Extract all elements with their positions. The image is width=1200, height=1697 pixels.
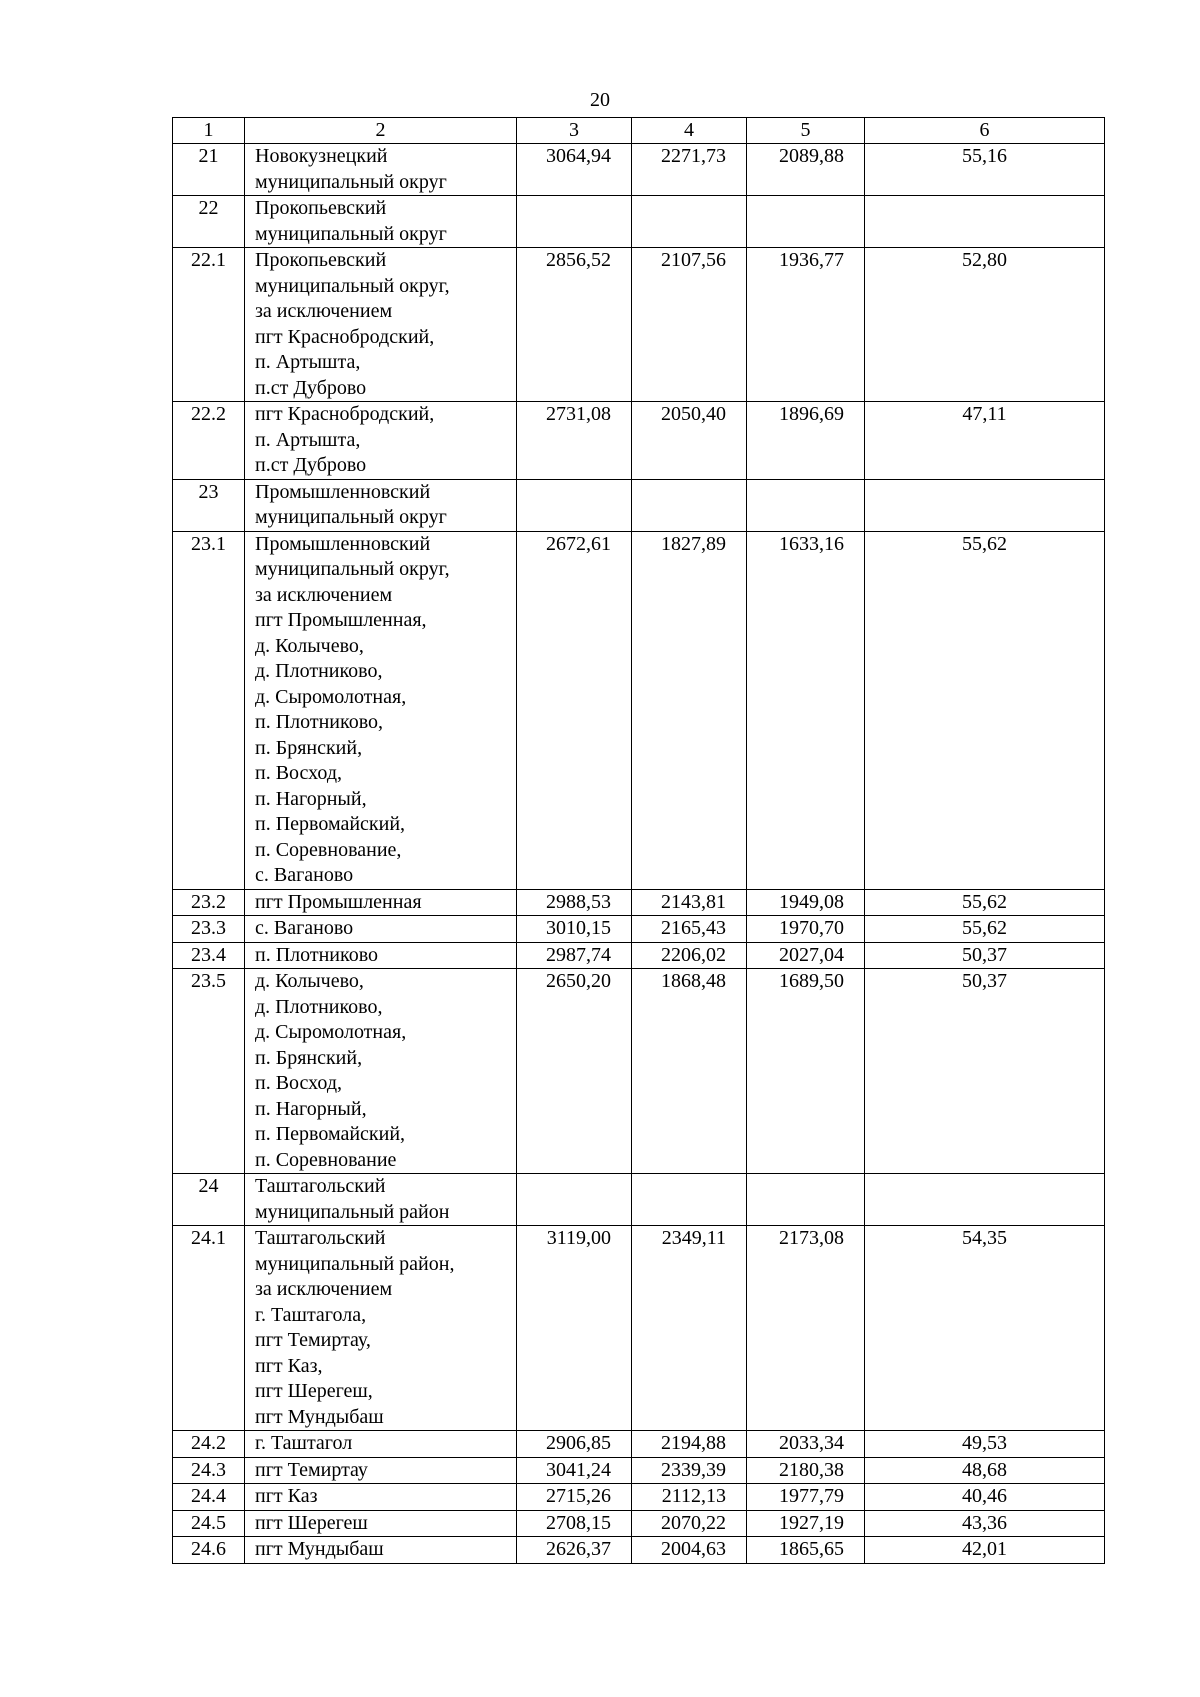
value-col-6: 55,16 <box>865 144 1105 196</box>
territory-name <box>245 1457 517 1484</box>
territory-name-line: Таштагольский <box>255 1227 386 1249</box>
territory-name-line: Прокопьевский <box>255 197 387 219</box>
row-number: 24.4 <box>173 1484 245 1511</box>
value-col-6: 50,37 <box>865 969 1105 1174</box>
territory-name-line: п. Плотниково, <box>255 711 384 733</box>
territory-name-line: п. Нагорный, <box>255 787 367 810</box>
value-col-4: 2004,63 <box>632 1537 747 1564</box>
territory-name <box>245 479 517 531</box>
table-row <box>173 248 1105 402</box>
territory-name-line: д. Плотниково, <box>255 660 383 682</box>
territory-name <box>245 969 517 1174</box>
territory-name-line: пгт Каз <box>255 1485 318 1507</box>
value-col-3 <box>517 196 632 248</box>
territory-name <box>245 889 517 916</box>
territory-name-line: п.ст Дуброво <box>255 376 367 399</box>
value-col-5: 2027,04 <box>747 942 865 969</box>
header-col-6: 6 <box>865 118 1105 144</box>
value-col-6 <box>865 479 1105 531</box>
value-col-6: 43,36 <box>865 1510 1105 1537</box>
table-row <box>173 1457 1105 1484</box>
value-col-6: 40,46 <box>865 1484 1105 1511</box>
territory-name-line: д. Колычево, <box>255 634 364 657</box>
value-col-6: 55,62 <box>865 889 1105 916</box>
value-col-4: 2070,22 <box>632 1510 747 1537</box>
value-col-3: 2856,52 <box>517 248 632 402</box>
territory-name <box>245 1537 517 1564</box>
territory-name-line: д. Колычево, <box>255 970 364 992</box>
value-col-5: 1633,16 <box>747 531 865 889</box>
territory-name-line: Промышленновский <box>255 480 431 503</box>
table-row <box>173 1174 1105 1226</box>
territory-name <box>245 402 517 480</box>
value-col-6 <box>865 1174 1105 1226</box>
territory-name-line: муниципальный район, <box>255 1252 455 1275</box>
value-col-6: 55,62 <box>865 916 1105 943</box>
territory-name-line: г. Таштагола, <box>255 1303 367 1326</box>
table-body <box>173 144 1105 1564</box>
row-number: 24 <box>173 1174 245 1226</box>
value-col-3: 2987,74 <box>517 942 632 969</box>
table-row <box>173 969 1105 1174</box>
table-row <box>173 942 1105 969</box>
territory-name-line: пгт Промышленная <box>255 890 422 913</box>
territory-name-line: п. Первомайский, <box>255 1123 406 1145</box>
row-number: 23.2 <box>173 889 245 916</box>
value-col-6: 42,01 <box>865 1537 1105 1564</box>
territory-name-line: с. Ваганово <box>255 864 354 886</box>
value-col-3: 2672,61 <box>517 531 632 889</box>
territory-name <box>245 144 517 196</box>
value-col-4: 1827,89 <box>632 531 747 889</box>
territory-name <box>245 1510 517 1537</box>
territory-name-line: пгт Темиртау, <box>255 1329 371 1351</box>
value-col-5: 2089,88 <box>747 144 865 196</box>
table-row <box>173 1226 1105 1431</box>
table-row <box>173 402 1105 480</box>
row-number: 24.2 <box>173 1431 245 1458</box>
value-col-6: 54,35 <box>865 1226 1105 1431</box>
territory-name-line: муниципальный округ <box>255 222 447 245</box>
value-col-5: 1970,70 <box>747 916 865 943</box>
value-col-6 <box>865 196 1105 248</box>
territory-name-line: Промышленновский <box>255 532 431 555</box>
value-col-3: 2906,85 <box>517 1431 632 1458</box>
territory-name <box>245 531 517 889</box>
territory-name-line: п.ст Дуброво <box>255 454 367 476</box>
row-number: 22 <box>173 196 245 248</box>
value-col-4: 2112,13 <box>632 1484 747 1511</box>
territory-name-line: муниципальный район <box>255 1200 450 1223</box>
territory-name-line: муниципальный округ, <box>255 558 450 580</box>
header-col-5: 5 <box>747 118 865 144</box>
territory-name-line: д. Плотниково, <box>255 995 383 1018</box>
row-number: 24.6 <box>173 1537 245 1564</box>
territory-name <box>245 1174 517 1226</box>
territory-name <box>245 196 517 248</box>
value-col-4: 2165,43 <box>632 916 747 943</box>
value-col-4: 2271,73 <box>632 144 747 196</box>
value-col-3: 2988,53 <box>517 889 632 916</box>
value-col-5: 1896,69 <box>747 402 865 480</box>
row-number: 21 <box>173 144 245 196</box>
value-col-4: 1868,48 <box>632 969 747 1174</box>
row-number: 23.4 <box>173 942 245 969</box>
row-number: 23.3 <box>173 916 245 943</box>
row-number: 24.5 <box>173 1510 245 1537</box>
territory-name <box>245 248 517 402</box>
value-col-4: 2206,02 <box>632 942 747 969</box>
row-number: 23.5 <box>173 969 245 1174</box>
table-row <box>173 916 1105 943</box>
value-col-3 <box>517 479 632 531</box>
territory-name-line: Прокопьевский <box>255 249 387 271</box>
tariff-table <box>172 117 1105 1564</box>
territory-name-line: пгт Шерегеш <box>255 1511 368 1534</box>
territory-name-line: пгт Мундыбаш <box>255 1538 384 1560</box>
value-col-3: 2626,37 <box>517 1537 632 1564</box>
row-number: 24.3 <box>173 1457 245 1484</box>
territory-name-line: за исключением <box>255 1278 393 1300</box>
header-col-4: 4 <box>632 118 747 144</box>
value-col-5: 1977,79 <box>747 1484 865 1511</box>
territory-name-line: пгт Краснобродский, <box>255 325 435 348</box>
territory-name-line: муниципальный округ <box>255 170 447 193</box>
territory-name <box>245 916 517 943</box>
value-col-5: 2033,34 <box>747 1431 865 1458</box>
value-col-6: 49,53 <box>865 1431 1105 1458</box>
value-col-4: 2143,81 <box>632 889 747 916</box>
header-col-3: 3 <box>517 118 632 144</box>
table-row <box>173 1537 1105 1564</box>
territory-name <box>245 942 517 969</box>
value-col-6: 55,62 <box>865 531 1105 889</box>
territory-name-line: Новокузнецкий <box>255 145 388 167</box>
territory-name-line: п. Соревнование, <box>255 838 402 861</box>
value-col-3: 2715,26 <box>517 1484 632 1511</box>
territory-name-line: пгт Темиртау <box>255 1458 368 1481</box>
territory-name-line: п. Нагорный, <box>255 1097 367 1120</box>
value-col-4 <box>632 1174 747 1226</box>
territory-name-line: за исключением <box>255 300 393 322</box>
territory-name-line: п. Первомайский, <box>255 813 406 835</box>
row-number: 23 <box>173 479 245 531</box>
header-col-2: 2 <box>245 118 517 144</box>
value-col-3: 2650,20 <box>517 969 632 1174</box>
table-row <box>173 479 1105 531</box>
value-col-3: 2708,15 <box>517 1510 632 1537</box>
value-col-5: 1927,19 <box>747 1510 865 1537</box>
table-row <box>173 196 1105 248</box>
value-col-5: 1865,65 <box>747 1537 865 1564</box>
value-col-4 <box>632 196 747 248</box>
value-col-5: 2180,38 <box>747 1457 865 1484</box>
page-number: 20 <box>590 89 610 111</box>
value-col-3 <box>517 1174 632 1226</box>
territory-name <box>245 1226 517 1431</box>
table-row <box>173 531 1105 889</box>
value-col-3: 2731,08 <box>517 402 632 480</box>
value-col-5: 1949,08 <box>747 889 865 916</box>
territory-name-line: г. Таштагол <box>255 1432 353 1454</box>
value-col-5 <box>747 1174 865 1226</box>
territory-name-line: п. Соревнование <box>255 1148 397 1171</box>
value-col-4: 2339,39 <box>632 1457 747 1484</box>
territory-name <box>245 1484 517 1511</box>
territory-name-line: пгт Мундыбаш <box>255 1405 384 1428</box>
value-col-5: 1936,77 <box>747 248 865 402</box>
value-col-6: 52,80 <box>865 248 1105 402</box>
territory-name-line: п. Восход, <box>255 762 342 784</box>
value-col-4: 2194,88 <box>632 1431 747 1458</box>
territory-name-line: муниципальный округ <box>255 506 447 528</box>
territory-name-line: пгт Краснобродский, <box>255 403 435 425</box>
value-col-4: 2349,11 <box>632 1226 747 1431</box>
value-col-3: 3064,94 <box>517 144 632 196</box>
header-col-1: 1 <box>173 118 245 144</box>
territory-name-line: п. Брянский, <box>255 736 363 759</box>
row-number: 22.1 <box>173 248 245 402</box>
value-col-3: 3010,15 <box>517 916 632 943</box>
table-row <box>173 144 1105 196</box>
value-col-4 <box>632 479 747 531</box>
territory-name-line: пгт Каз, <box>255 1354 323 1377</box>
territory-name-line: муниципальный округ, <box>255 274 450 297</box>
value-col-6: 50,37 <box>865 942 1105 969</box>
value-col-6: 47,11 <box>865 402 1105 480</box>
territory-name-line: д. Сыромолотная, <box>255 685 407 708</box>
territory-name-line: пгт Промышленная, <box>255 609 427 631</box>
table-row <box>173 1510 1105 1537</box>
table-row <box>173 1484 1105 1511</box>
territory-name-line: Таштагольский <box>255 1175 386 1197</box>
territory-name <box>245 1431 517 1458</box>
value-col-6: 48,68 <box>865 1457 1105 1484</box>
row-number: 23.1 <box>173 531 245 889</box>
territory-name-line: п. Восход, <box>255 1072 342 1094</box>
value-col-3: 3119,00 <box>517 1226 632 1431</box>
territory-name-line: п. Артышта, <box>255 351 361 373</box>
row-number: 24.1 <box>173 1226 245 1431</box>
value-col-4: 2107,56 <box>632 248 747 402</box>
territory-name-line: п. Плотниково <box>255 943 379 966</box>
territory-name-line: пгт Шерегеш, <box>255 1380 373 1402</box>
territory-name-line: д. Сыромолотная, <box>255 1021 407 1043</box>
row-number: 22.2 <box>173 402 245 480</box>
table-row <box>173 889 1105 916</box>
value-col-5 <box>747 196 865 248</box>
value-col-5: 1689,50 <box>747 969 865 1174</box>
value-col-5 <box>747 479 865 531</box>
territory-name-line: за исключением <box>255 583 393 606</box>
table-row <box>173 1431 1105 1458</box>
value-col-5: 2173,08 <box>747 1226 865 1431</box>
value-col-3: 3041,24 <box>517 1457 632 1484</box>
territory-name-line: с. Ваганово <box>255 917 354 939</box>
value-col-4: 2050,40 <box>632 402 747 480</box>
territory-name-line: п. Артышта, <box>255 428 361 451</box>
header-row <box>173 118 1105 144</box>
territory-name-line: п. Брянский, <box>255 1046 363 1069</box>
